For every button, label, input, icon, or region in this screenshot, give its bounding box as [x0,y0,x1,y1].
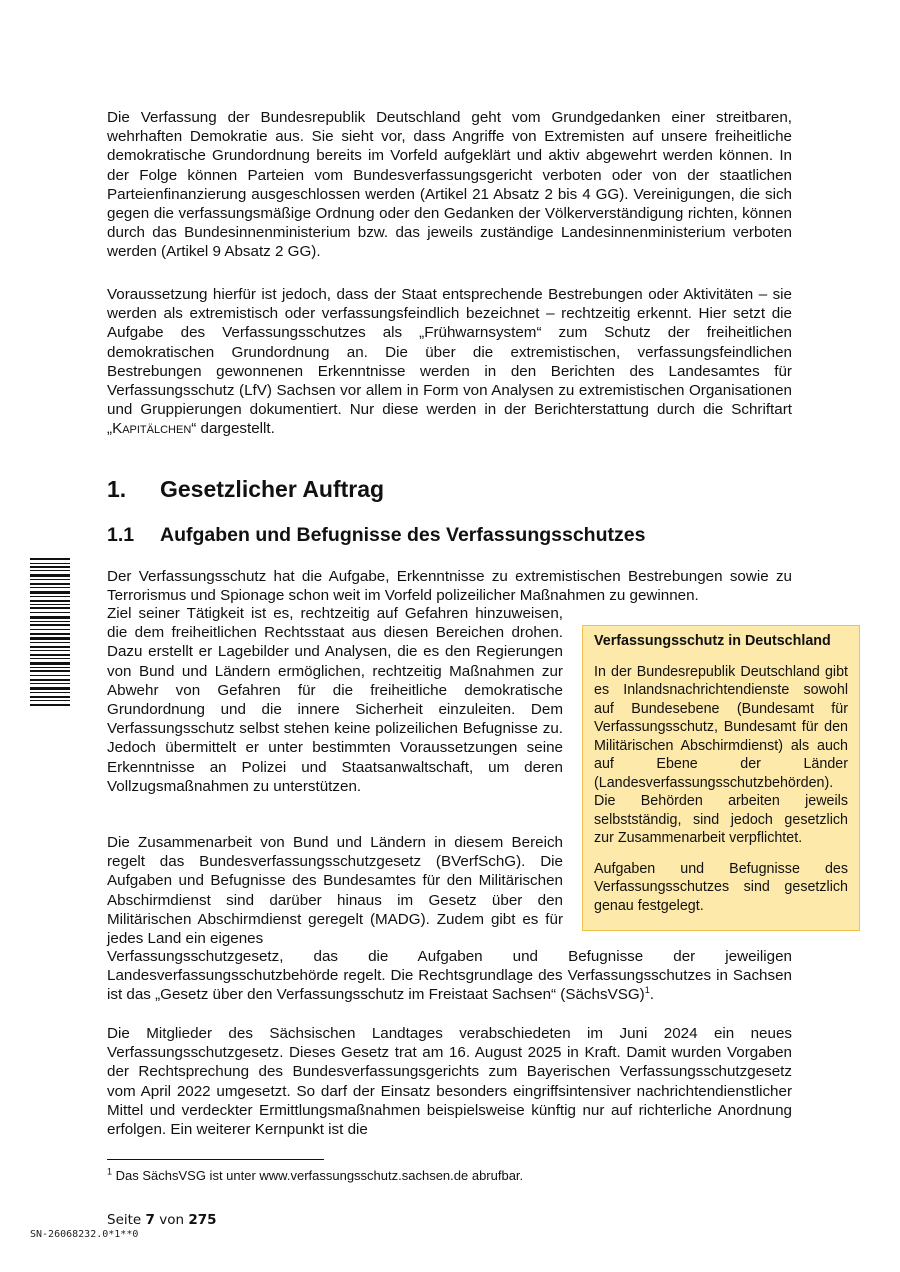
section-title: Gesetzlicher Auftrag [160,476,385,502]
section-heading [107,476,384,503]
cooperation-paragraph-narrow: Die Zusammenarbeit von Bund und Ländern in diesem Bereich regelt das Bundesverfassungsschutzgesetz (BVerfSchG). Die Aufgaben und Befugnisse des Bundesamtes für den Militärischen Abschirmdienst sind darüber hinaus im Gesetz über den Militärischen Abschirmdienst geregelt (MADG). Zudem gibt es für jedes Land ein eigenes [107,834,563,948]
page-mid: von [154,1212,189,1228]
footnote-divider [107,1159,324,1160]
barcode [30,556,70,716]
cooperation-paragraph-end: . [649,986,654,1004]
smallcaps-sample: Kapitälchen [112,420,192,438]
intro-paragraph-1: Die Verfassung der Bundesrepublik Deutschland geht vom Grundgedanken einer streitbaren, wehrhaften Demokratie aus. Sie sieht vor, dass Angriffe von Extremisten auf unsere freiheitliche demokratische Grundordnung bereits im Vorfeld aufgeklärt und aktiv abgewehrt werden können. In der Folge können Parteien vom Bundesverfassungsgericht verboten oder von der staatlichen Parteienfinanzierung ausgeschlossen werden (Artikel 21 Absatz 2 bis 4 GG). Vereinigungen, die sich gegen die verfassungsmäßige Ordnung oder den Gedanken der Völkerverständigung richten, können durch das Bundesinnenministerium bzw. das jeweils zuständige Landesinnenministerium verboten werden (Artikel 9 Absatz 2 GG). [107,109,792,261]
subsection-number: 1.1 [107,524,135,546]
page-total: 275 [188,1212,217,1228]
footnote-number: 1 [107,1166,113,1177]
subsection-title: Aufgaben und Befugnisse des Verfassungsschutzes [160,524,646,546]
document-id: SN-26068232.0*1**0 [30,1229,139,1240]
footnote-reference[interactable]: 1 [644,985,650,996]
info-box-title: Verfassungsschutz in Deutschland [594,633,831,649]
intro-paragraph-2 [107,285,792,439]
page-number [107,1212,217,1228]
task-paragraph-intro: Der Verfassungsschutz hat die Aufgabe, Erkenntnisse zu extremistischen Bestrebungen sowie zu Terrorismus und Spionage schon weit im Vorfeld polizeilicher Maßnahmen zu gewinnen. [107,568,792,605]
cooperation-paragraph-full [107,947,792,1005]
cooperation-paragraph-text: Verfassungsschutzgesetz, das die Aufgaben und Befugnisse der jeweiligen Landesverfassungsschutzbehörde regelt. Die Rechtsgrundlage des Verfassungsschutzes in Sachsen ist das „Gesetz über den Verfassungsschutz im Freistaat Sachsen“ (SächsVSG) [107,948,792,1004]
info-box [582,625,860,931]
info-box-paragraph-1: In der Bundesrepublik Deutschland gibt es Inlandsnachrichtendienste sowohl auf Bundesebene (Bundesamt für Verfassungsschutz, Bundesamt für den Militärischen Abschirmdienst) als auch auf Ebene der Länder (Landesverfassungsschutzbehörden). Die Behörden arbeiten jeweils selbstständig, sind jedoch gesetzlich zur Zusammenarbeit verpflichtet. [594,663,848,846]
subsection-heading [107,524,645,547]
info-box-paragraph-2: Aufgaben und Befugnisse des Verfassungsschutzes sind gesetzlich genau festgelegt. [594,860,848,914]
task-paragraph-body: Ziel seiner Tätigkeit ist es, rechtzeitig auf Gefahren hinzuweisen, die dem freiheitlichen Rechtsstaat aus diesen Bereichen drohen. Dazu erstellt er Lagebilder und Analysen, die es den Regierungen von Bund und Ländern ermöglichen, rechtzeitig Maßnahmen zur Abwehr von Gefahren für die freiheitliche demokratische Grundordnung und die innere Sicherheit einzuleiten. Dem Verfassungsschutz selbst stehen keine polizeilichen Befugnisse zu. Jedoch übermittelt er unter bestimmten Voraussetzungen seine Erkenntnisse an Polizei und Staatsanwaltschaft, um deren Vollzugsmaßnahmen zu unterstützen. [107,605,563,795]
section-number: 1. [107,476,127,502]
law-paragraph: Die Mitglieder des Sächsischen Landtages verabschiedeten im Juni 2024 ein neues Verfassungsschutzgesetz. Dieses Gesetz trat am 16. August 2025 in Kraft. Damit wurden Vorgaben der Rechtsprechung des Bundesverfassungsgerichts zum Bayerischen Verfassungsschutzgesetz vom April 2022 umgesetzt. So darf der Einsatz besonders eingriffsintensiver nachrichtendienstlicher Mittel und verdeckter Ermittlungsmaßnahmen beispielsweise künftig nur auf richterliche Anordnung erfolgen. Ein weiterer Kernpunkt ist die [107,1025,792,1139]
footnote [107,1168,523,1183]
page-current: 7 [145,1212,155,1228]
intro-paragraph-2-text: Voraussetzung hierfür ist jedoch, dass der Staat entsprechende Bestrebungen oder Aktivitäten – sie werden als extremistisch oder verfassungsfeindlich bezeichnet – rechtzeitig erkennt. Hier setzt die Aufgabe des Verfassungsschutzes als „Frühwarnsystem“ zum Schutz der freiheitlichen demokratischen Grundordnung an. Die über die extremistischen, verfassungsfeindlichen Bestrebungen gewonnenen Erkenntnisse werden in den Berichten des Landesamtes für Verfassungsschutz (LfV) Sachsen vor allem in Form von Analysen zu extremistischen Organisationen und Gruppierungen dokumentiert. Nur diese werden in der Berichterstattung durch die Schriftart „ [107,286,792,438]
page-prefix: Seite [107,1212,146,1228]
intro-paragraph-2-end: “ dargestellt. [191,420,275,438]
footnote-text: Das SächsVSG ist unter www.verfassungsschutz.sachsen.de abrufbar. [112,1168,524,1183]
